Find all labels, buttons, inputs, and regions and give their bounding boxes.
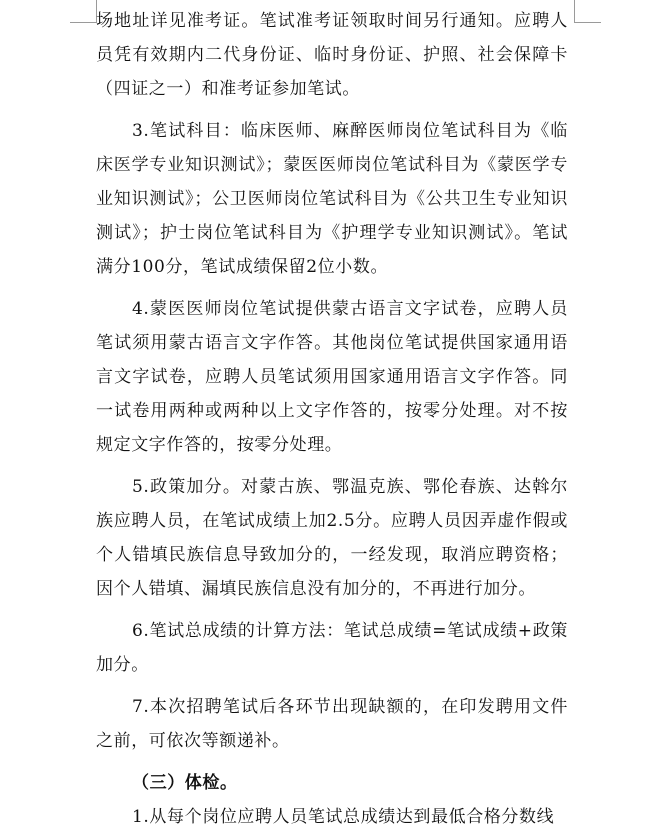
paragraph-score-calculation: 6.笔试总成绩的计算方法：笔试总成绩=笔试成绩+政策加分。 xyxy=(96,621,568,675)
paragraph-exam-subjects: 3.笔试科目：临床医师、麻醉医师岗位笔试科目为《临床医学专业知识测试》；蒙医医师岗位笔试科目为《蒙医学专业知识测试》；公卫医师岗位笔试科目为《公共卫生专业知识测试》；护士岗位笔试科目为《护理学专业知识测试》。笔试满分100分，笔试成绩保留2位小数。 xyxy=(96,121,568,277)
document-body xyxy=(96,0,568,834)
section-heading-physical-exam: （三）体检。 xyxy=(132,773,238,793)
paragraph-physical-exam-1: 1.从每个岗位应聘人员笔试总成绩达到最低合格分数线 xyxy=(132,807,555,827)
paragraph-exam-location: 场地址详见准考证。笔试准考证领取时间另行通知。应聘人员凭有效期内二代身份证、临时身份证、护照、社会保障卡（四证之一）和准考证参加笔试。 xyxy=(96,11,568,99)
paragraph-policy-bonus: 5.政策加分。对蒙古族、鄂温克族、鄂伦春族、达斡尔族应聘人员，在笔试成绩上加2.5分。应聘人员因弄虚作假或个人错填民族信息导致加分的，一经发现，取消应聘资格；因个人错填、漏填民族信息没有加分的，不再进行加分。 xyxy=(96,477,568,599)
paragraph-exam-language: 4.蒙医医师岗位笔试提供蒙古语言文字试卷，应聘人员笔试须用蒙古语言文字作答。其他岗位笔试提供国家通用语言文字试卷，应聘人员笔试须用国家通用语言文字作答。同一试卷用两种或两种以上文字作答的，按零分处理。对不按规定文字作答的，按零分处理。 xyxy=(96,299,568,455)
crop-mark-top-left xyxy=(70,0,97,23)
crop-mark-top-right xyxy=(574,0,601,23)
paragraph-vacancy-fill: 7.本次招聘笔试后各环节出现缺额的，在印发聘用文件之前，可依次等额递补。 xyxy=(96,697,568,751)
